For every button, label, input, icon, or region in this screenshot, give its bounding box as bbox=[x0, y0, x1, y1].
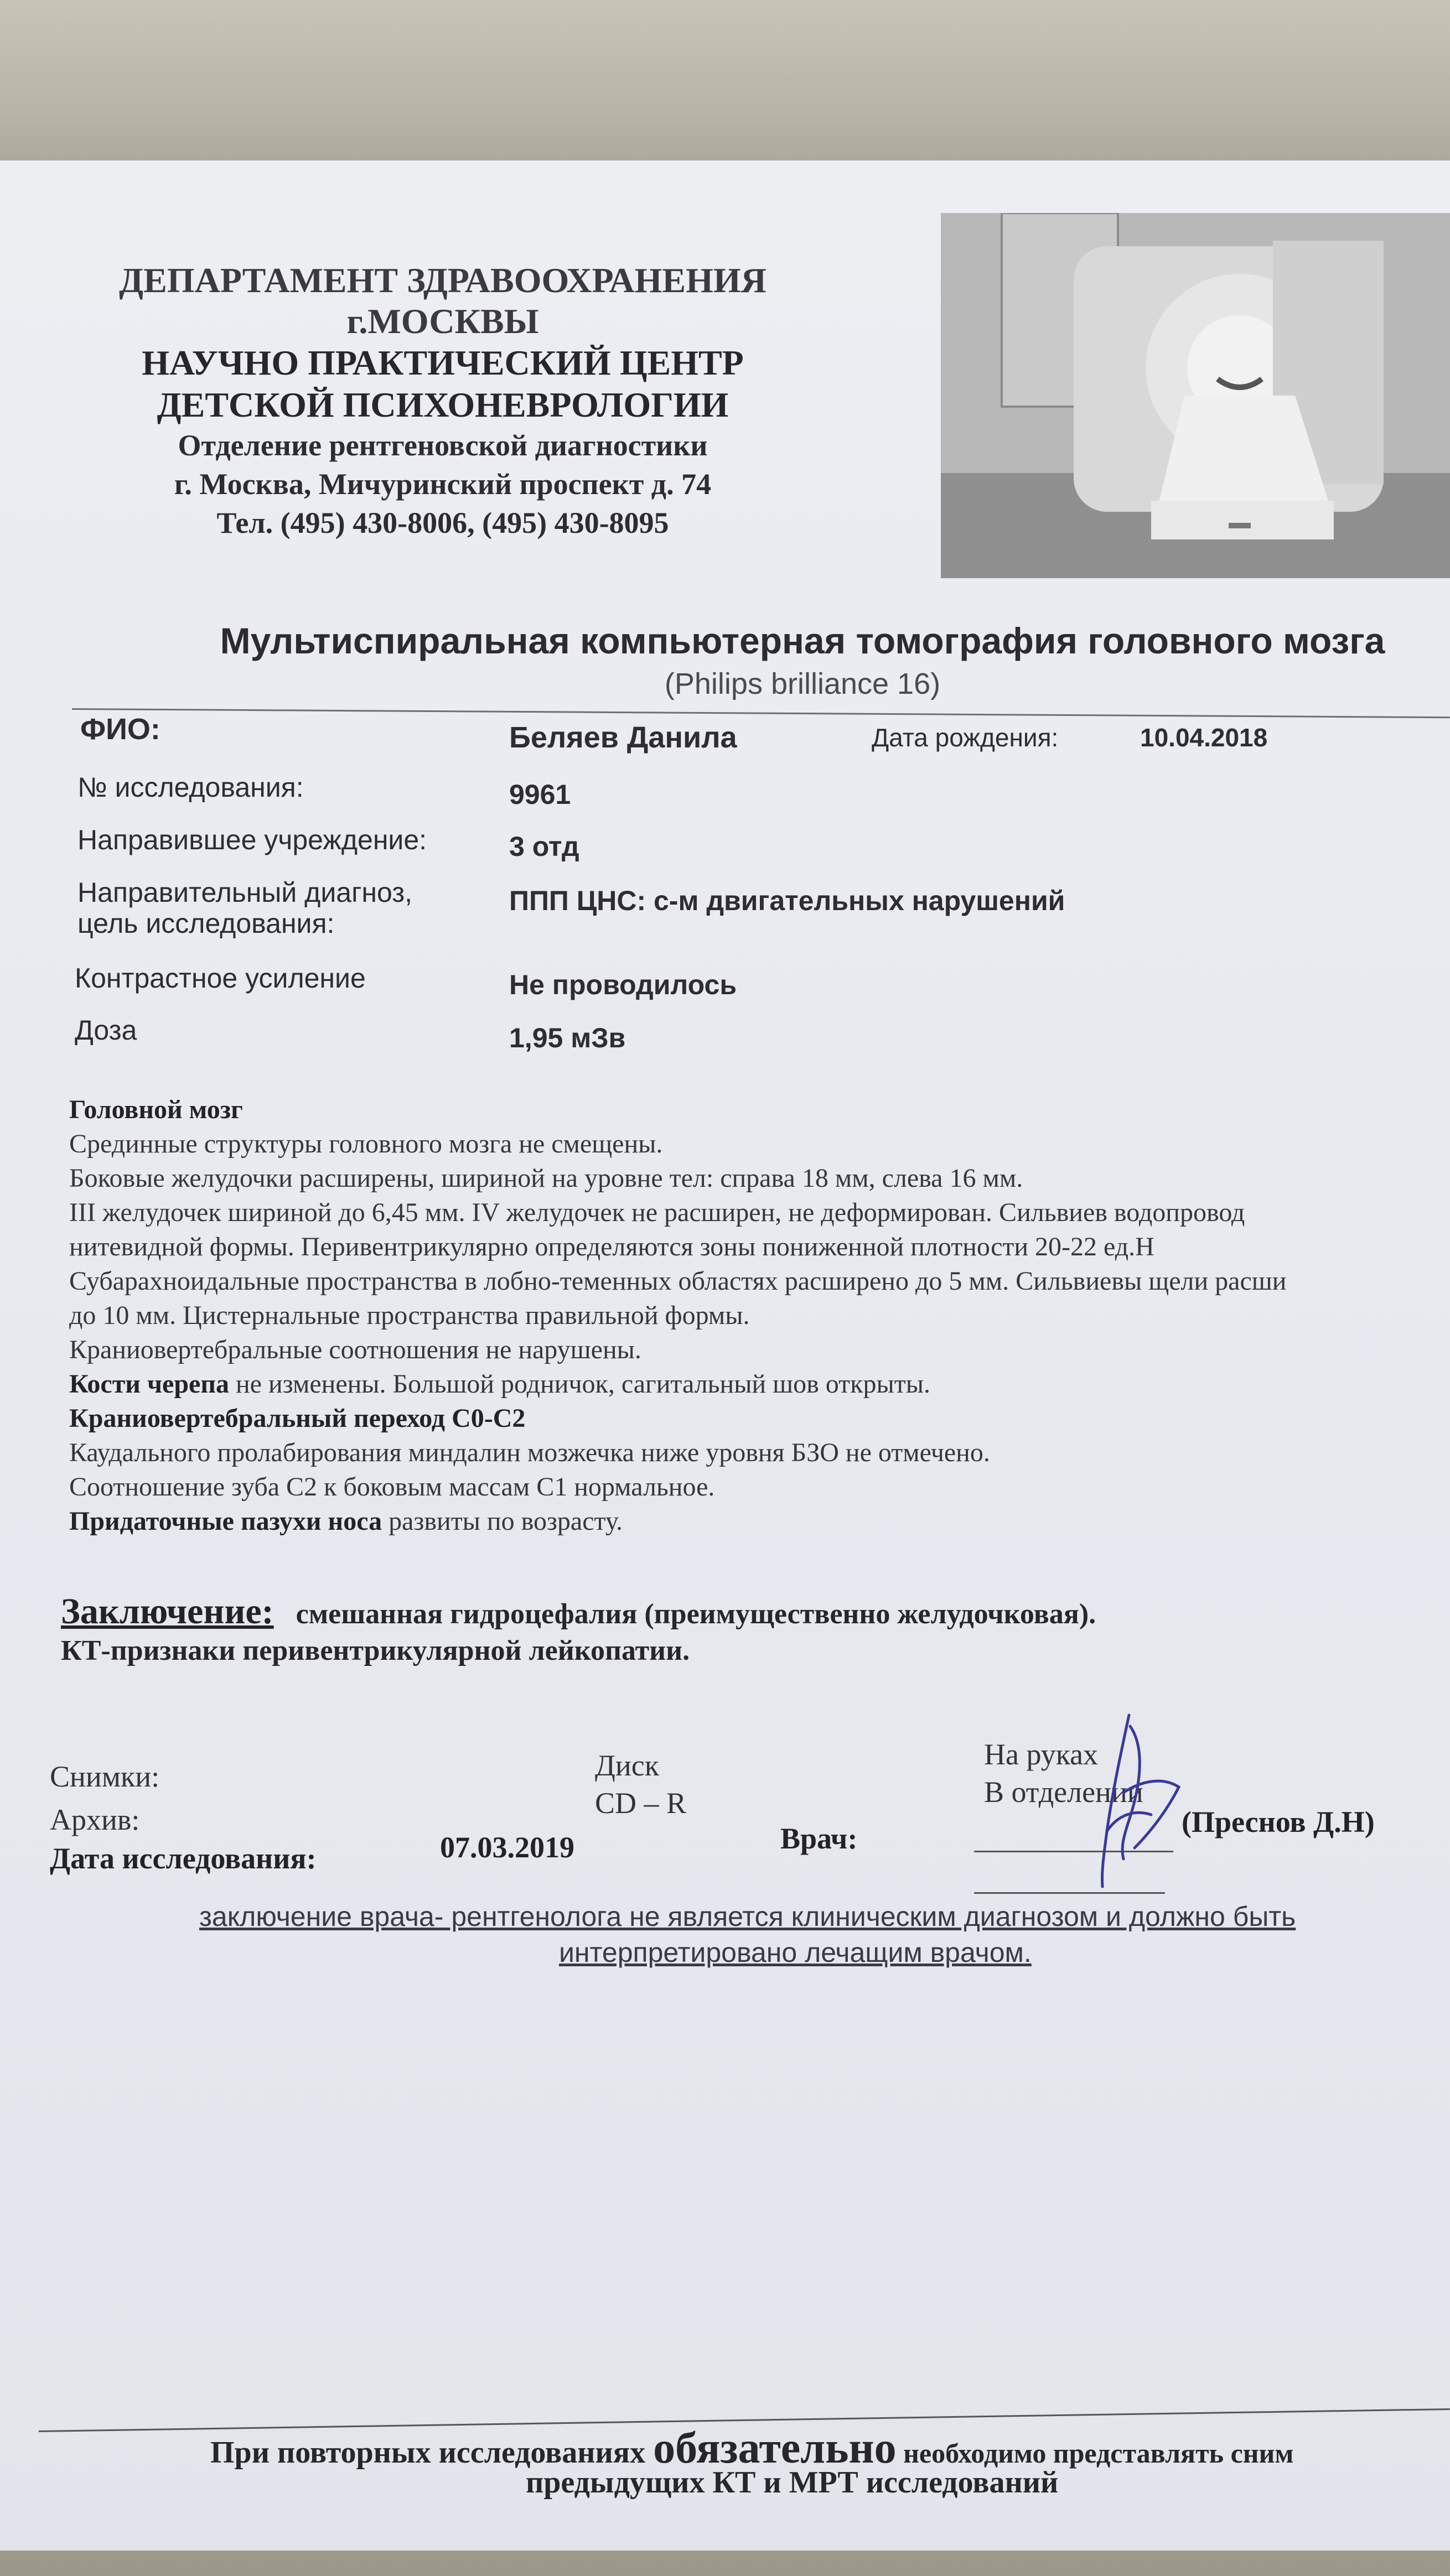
header-line-4: ДЕТСКОЙ ПСИХОНЕВРОЛОГИИ bbox=[157, 385, 729, 424]
contrast-value: Не проводилось bbox=[509, 969, 737, 1000]
bones-text: не изменены. Большой родничок, сагитальный шов открыты. bbox=[229, 1369, 930, 1399]
in-department-label: В отделении bbox=[984, 1775, 1143, 1809]
dose-value: 1,95 мЗв bbox=[509, 1022, 626, 1053]
conclusion-block bbox=[61, 1593, 1096, 1669]
disclaimer-line-2: интерпретировано лечащим врачом. bbox=[559, 1937, 1032, 1968]
bottom-note-line-2: предыдущих КТ и МРТ исследований bbox=[526, 2465, 1059, 2500]
sinus-heading: Придаточные пазухи носа bbox=[69, 1507, 382, 1536]
diagnosis-label-2: цель исследования: bbox=[77, 908, 335, 939]
conclusion-text-2: КТ-признаки перивентрикулярной лейкопатии. bbox=[61, 1635, 690, 1666]
header-line-5: Отделение рентгеновской диагностики bbox=[178, 429, 708, 462]
study-number-label: № исследования: bbox=[77, 772, 304, 803]
conclusion-heading: Заключение: bbox=[61, 1591, 274, 1632]
ct-scanner-image bbox=[941, 213, 1450, 578]
scanner-model: (Philips brilliance 16) bbox=[664, 667, 941, 700]
diagnosis-label-1: Направительный диагноз, bbox=[77, 877, 413, 908]
header-line-6: г. Москва, Мичуринский проспект д. 74 bbox=[174, 468, 712, 501]
finding-line-1: Срединные структуры головного мозга не смещены. bbox=[69, 1129, 663, 1159]
document-title: Мультиспиральная компьютерная томография головного мозга bbox=[220, 620, 1385, 661]
finding-line-9: Каудального пролабирования миндалин мозжечка ниже уровня БЗО не отмечено. bbox=[69, 1438, 990, 1467]
brain-heading: Головной мозг bbox=[69, 1095, 243, 1124]
finding-line-sinus bbox=[69, 1504, 1450, 1539]
craniovertebral-heading: Краниовертебральный переход С0-С2 bbox=[69, 1404, 526, 1433]
finding-line-2: Боковые желудочки расширены, шириной на уровне тел: справа 18 мм, слева 16 мм. bbox=[69, 1164, 1023, 1193]
on-hands-label: На руках bbox=[984, 1738, 1099, 1771]
finding-line-6: до 10 мм. Цистернальные пространства правильной формы. bbox=[69, 1301, 750, 1330]
images-label: Снимки: bbox=[50, 1760, 160, 1793]
dose-label: Доза bbox=[75, 1015, 137, 1046]
doctor-signature bbox=[1068, 1704, 1201, 1903]
bones-heading: Кости черепа bbox=[69, 1369, 229, 1399]
bottom-note-part-1: При повторных исследованиях bbox=[210, 2435, 654, 2470]
header-line-1: ДЕПАРТАМЕНТ ЗДРАВООХРАНЕНИЯ bbox=[119, 261, 767, 300]
bottom-note-part-2: необходимо представлять сним bbox=[896, 2438, 1294, 2469]
header-line-2: г.МОСКВЫ bbox=[346, 302, 539, 341]
disclaimer-line-1: заключение врача- рентгенолога не является клиническим диагнозом и должно быть bbox=[199, 1901, 1296, 1932]
contrast-label: Контрастное усиление bbox=[75, 963, 366, 994]
referrer-label: Направившее учреждение: bbox=[77, 824, 427, 855]
birth-date-label: Дата рождения: bbox=[872, 723, 1059, 752]
finding-line-3: III желудочек шириной до 6,45 мм. IV желудочек не расширен, не деформирован. Сильвиев водопровод bbox=[69, 1198, 1245, 1227]
sinus-text: развиты по возрасту. bbox=[382, 1507, 623, 1536]
fio-value: Беляев Данила bbox=[509, 721, 737, 754]
header-line-7: Тел. (495) 430-8006, (495) 430-8095 bbox=[216, 506, 669, 539]
header-line-3: НАУЧНО ПРАКТИЧЕСКИЙ ЦЕНТР bbox=[142, 343, 744, 382]
finding-line-bones bbox=[69, 1367, 1450, 1401]
birth-date-value: 10.04.2018 bbox=[1140, 723, 1268, 752]
disk-label: Диск bbox=[595, 1749, 659, 1782]
ct-scanner-photo bbox=[941, 213, 1450, 578]
study-number-value: 9961 bbox=[509, 779, 571, 810]
doctor-name: (Преснов Д.Н) bbox=[1182, 1805, 1375, 1838]
finding-line-7: Краниовертебральные соотношения не нарушены. bbox=[69, 1335, 641, 1364]
study-date-label: Дата исследования: bbox=[50, 1842, 317, 1875]
finding-line-4: нитевидной формы. Перивентрикулярно определяются зоны пониженной плотности 20-22 ед.Н bbox=[69, 1232, 1154, 1261]
study-date-value: 07.03.2019 bbox=[440, 1831, 574, 1864]
findings-body bbox=[69, 1093, 1450, 1539]
bottom-note-emphasis: обязательно bbox=[653, 2424, 897, 2473]
finding-line-10: Соотношение зуба С2 к боковым массам С1 нормальное. bbox=[69, 1472, 715, 1502]
fio-label: ФИО: bbox=[80, 713, 160, 746]
diagnosis-value: ППП ЦНС: с-м двигательных нарушений bbox=[509, 885, 1065, 916]
referrer-value: 3 отд bbox=[509, 831, 579, 862]
archive-label: Архив: bbox=[50, 1803, 140, 1836]
disk-value: CD – R bbox=[595, 1786, 687, 1820]
conclusion-text-1: смешанная гидроцефалия (преимущественно желудочковая). bbox=[296, 1598, 1096, 1630]
finding-line-5: Субарахноидальные пространства в лобно-теменных областях расширено до 5 мм. Сильвиевы щели расши bbox=[69, 1266, 1287, 1296]
background-top bbox=[0, 0, 1450, 183]
doctor-label: Врач: bbox=[780, 1822, 858, 1855]
institution-header bbox=[83, 260, 802, 542]
